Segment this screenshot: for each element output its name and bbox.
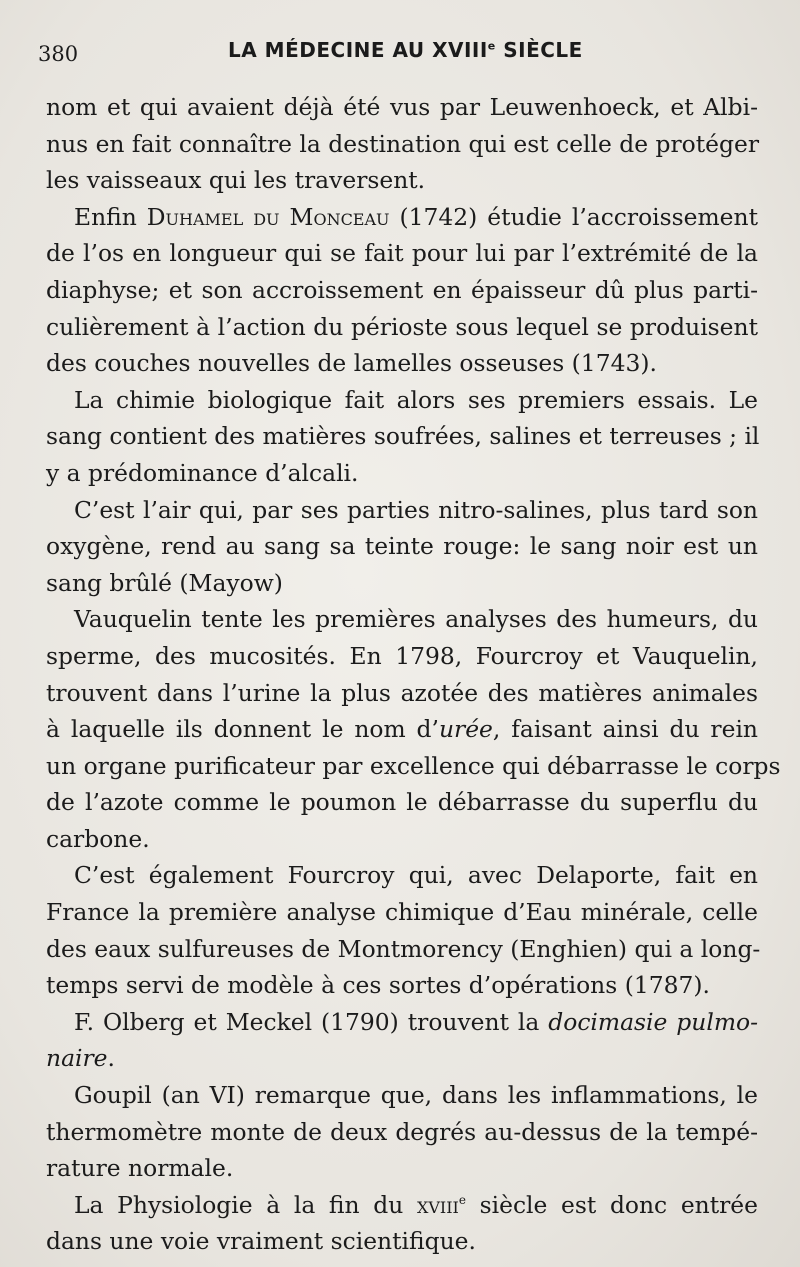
text-line: La chimie biologique fait alors ses premiers essais. Le bbox=[74, 385, 758, 414]
small-caps-text: Duhamel du Monceau bbox=[146, 202, 390, 231]
running-title-main: LA MÉDECINE AU XVIII bbox=[228, 38, 488, 62]
text-line: les vaisseaux qui les traversent. bbox=[46, 166, 426, 195]
text-line: France la première analyse chimique d’Eau minérale, celle bbox=[46, 898, 758, 927]
running-header bbox=[38, 36, 758, 76]
text-line: y a prédominance d’alcali. bbox=[46, 458, 359, 487]
text-line bbox=[46, 199, 758, 236]
text-line: des couches nouvelles de lamelles osseuses (1743). bbox=[46, 349, 657, 378]
text-segment: La Physiologie à la fin du bbox=[74, 1190, 417, 1219]
text-segment: siècle est donc entrée bbox=[465, 1190, 758, 1219]
running-title-suffix: SIÈCLE bbox=[495, 38, 583, 62]
running-title bbox=[228, 38, 583, 62]
text-line: trouvent dans l’urine la plus azotée des matières animales bbox=[46, 678, 758, 707]
text-line: des eaux sulfureuses de Montmorency (Enghien) qui a long- bbox=[46, 934, 761, 963]
text-line: diaphyse; et son accroissement en épaisseur dû plus parti- bbox=[46, 275, 758, 304]
text-line bbox=[46, 1004, 758, 1041]
text-line: temps servi de modèle à ces sortes d’opérations (1787). bbox=[46, 971, 710, 1000]
text-line: Vauquelin tente les premières analyses des humeurs, du bbox=[74, 605, 758, 634]
body-text bbox=[46, 89, 781, 1260]
text-segment: Enfin bbox=[74, 202, 147, 231]
text-line: C’est l’air qui, par ses parties nitro-salines, plus tard son bbox=[74, 495, 758, 524]
text-line: culièrement à l’action du périoste sous lequel se produisent bbox=[46, 312, 758, 341]
italic-term: naire bbox=[46, 1044, 108, 1073]
text-line: sperme, des mucosités. En 1798, Fourcroy et Vauquelin, bbox=[46, 641, 758, 670]
italic-term: docimasie pulmo- bbox=[548, 1007, 758, 1036]
text-segment: . bbox=[107, 1044, 115, 1073]
text-line: sang contient des matières soufrées, salines et terreuses ; il bbox=[46, 422, 760, 451]
superscript: e bbox=[458, 1193, 466, 1208]
text-line: oxygène, rend au sang sa teinte rouge: le sang noir est un bbox=[46, 532, 758, 561]
text-line bbox=[46, 711, 758, 748]
small-caps-text: xviii bbox=[416, 1190, 459, 1219]
text-line: C’est également Fourcroy qui, avec Delaporte, fait en bbox=[74, 861, 758, 890]
text-line: Goupil (an VI) remarque que, dans les inflammations, le bbox=[74, 1081, 758, 1110]
text-segment: F. Olberg et Meckel (1790) trouvent la bbox=[74, 1007, 549, 1036]
running-title-superscript: e bbox=[487, 39, 496, 53]
text-segment: à laquelle ils donnent le nom d’ bbox=[46, 715, 439, 744]
italic-term: urée bbox=[438, 715, 493, 744]
text-line: sang brûlé (Mayow) bbox=[46, 568, 283, 597]
text-line: carbone. bbox=[46, 824, 150, 853]
text-line: nom et qui avaient déjà été vus par Leuwenhoeck, et Albi- bbox=[46, 93, 758, 121]
text-line: rature normale. bbox=[46, 1154, 234, 1183]
text-line: thermomètre monte de deux degrés au-dessus de la tempé- bbox=[46, 1117, 758, 1146]
text-line: de l’os en longueur qui se fait pour lui par l’extrémité de la bbox=[46, 239, 758, 268]
text-line: de l’azote comme le poumon le débarrasse du superflu du bbox=[46, 788, 758, 817]
text-line: un organe purificateur par excellence qui débarrasse le corps bbox=[46, 751, 781, 780]
text-line bbox=[46, 1040, 758, 1077]
text-segment: (1742) étudie l’accroissement bbox=[389, 202, 758, 231]
text-line: nus en fait connaître la destination qui est celle de protéger bbox=[46, 129, 760, 158]
page-number: 380 bbox=[38, 42, 79, 66]
text-line: dans une voie vraiment scientifique. bbox=[46, 1227, 476, 1256]
text-line bbox=[46, 1187, 758, 1224]
text-segment: , faisant ainsi du rein bbox=[492, 715, 758, 744]
